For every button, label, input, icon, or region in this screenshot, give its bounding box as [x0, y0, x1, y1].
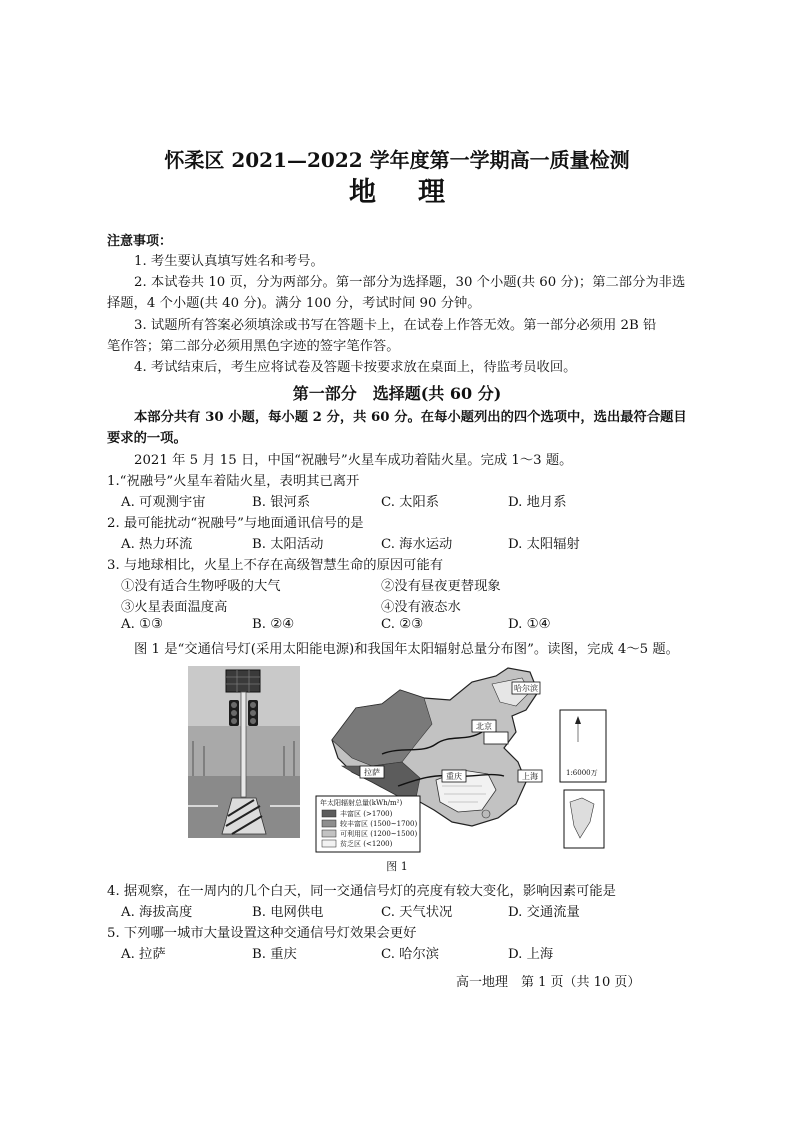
- q1-option-b: B. 银河系: [252, 495, 311, 510]
- subject-title: 地理: [349, 177, 487, 208]
- solar-radiation-map: [312, 662, 608, 854]
- exam-title: 怀柔区 2021—2022 学年度第一学期高一质量检测: [164, 148, 630, 172]
- page-footer: 高一地理 第 1 页（共 10 页）: [456, 975, 641, 990]
- notice-heading: 注意事项：: [107, 234, 173, 249]
- q3-option-d: D. ①④: [508, 617, 551, 632]
- traffic-light-illustration: [188, 666, 300, 838]
- notice-item-4: 4. 考试结束后，考生应将试卷及答题卡按要求放在桌面上，待监考员收回。: [134, 360, 577, 375]
- q3-stem: 3. 与地球相比，火星上不存在高级智慧生命的原因可能有: [107, 558, 444, 573]
- q3-statement-4: ④没有液态水: [381, 600, 461, 615]
- q2-stem: 2. 最可能扰动“祝融号”与地面通讯信号的是: [107, 516, 364, 531]
- legend-item-2: 较丰富区 (1500~1700): [340, 820, 418, 828]
- city-chongqing: 重庆: [446, 772, 462, 781]
- q4-option-c: C. 天气状况: [381, 905, 453, 920]
- city-shanghai: 上海: [522, 772, 538, 781]
- q4-option-a: A. 海拔高度: [121, 905, 193, 920]
- q2-option-c: C. 海水运动: [381, 537, 453, 552]
- notice-item-1: 1. 考生要认真填写姓名和考号。: [134, 254, 324, 269]
- part1-intro-line-1: 本部分共有 30 小题，每小题 2 分，共 60 分。在每小题列出的四个选项中，选出最符合题目: [134, 410, 687, 425]
- q4-option-b: B. 电网供电: [252, 905, 324, 920]
- q3-statement-1: ①没有适合生物呼吸的大气: [121, 579, 281, 594]
- city-beijing: 北京: [476, 722, 492, 731]
- notice-item-2-line-2: 择题，4 个小题(共 40 分)。满分 100 分，考试时间 90 分钟。: [107, 296, 481, 311]
- q2-option-b: B. 太阳活动: [252, 537, 324, 552]
- q1-option-c: C. 太阳系: [381, 495, 440, 510]
- q1-stem: 1.“祝融号”火星车着陆火星，表明其已离开: [107, 474, 360, 489]
- q5-option-b: B. 重庆: [252, 947, 297, 962]
- q5-stem: 5. 下列哪一城市大量设置这种交通信号灯效果会更好: [107, 926, 417, 941]
- q3-statement-2: ②没有昼夜更替现象: [381, 579, 501, 594]
- q1-option-a: A. 可观测宇宙: [121, 495, 206, 510]
- q3-option-b: B. ②④: [252, 617, 295, 632]
- q3-option-a: A. ①③: [121, 617, 163, 632]
- legend-item-1: 丰富区 (>1700): [340, 810, 393, 818]
- q5-option-d: D. 上海: [508, 947, 554, 962]
- q4-option-d: D. 交通流量: [508, 905, 580, 920]
- context-1: 2021 年 5 月 15 日，中国“祝融号”火星车成功着陆火星。完成 1～3 题。: [134, 453, 573, 468]
- q1-option-d: D. 地月系: [508, 495, 567, 510]
- notice-item-3-line-2: 笔作答；第二部分必须用黑色字迹的签字笔作答。: [107, 339, 400, 354]
- q2-option-a: A. 热力环流: [121, 537, 193, 552]
- part1-heading: 第一部分 选择题(共 60 分): [292, 384, 502, 403]
- q5-option-c: C. 哈尔滨: [381, 947, 440, 962]
- city-harbin: 哈尔滨: [514, 684, 538, 693]
- figure-caption: 图 1: [386, 860, 408, 873]
- notice-item-2-line-1: 2. 本试卷共 10 页，分为两部分。第一部分为选择题，30 个小题(共 60 分)；第二部分为非选: [134, 275, 686, 290]
- legend-title: 年太阳辐射总量(kWh/m²): [320, 799, 403, 807]
- q5-option-a: A. 拉萨: [121, 947, 166, 962]
- q3-statement-3: ③火星表面温度高: [121, 600, 228, 615]
- q4-stem: 4. 据观察，在一周内的几个白天，同一交通信号灯的亮度有较大变化，影响因素可能是: [107, 884, 616, 899]
- q2-option-d: D. 太阳辐射: [508, 537, 580, 552]
- legend-item-3: 可利用区 (1200~1500): [340, 830, 418, 838]
- city-lhasa: 拉萨: [364, 768, 380, 777]
- traffic-light-photo: [188, 666, 300, 838]
- context-2: 图 1 是“交通信号灯(采用太阳能电源)和我国年太阳辐射总量分布图”。读图，完成 4～5 题。: [134, 642, 679, 657]
- legend-item-4: 贫乏区 (<1200): [340, 840, 393, 848]
- q3-option-c: C. ②③: [381, 617, 423, 632]
- notice-item-3-line-1: 3. 试题所有答案必须填涂或书写在答题卡上，在试卷上作答无效。第一部分必须用 2B 铅: [134, 318, 657, 333]
- part1-intro-line-2: 要求的一项。: [107, 431, 187, 446]
- map-scale: 1:6000万: [566, 769, 598, 777]
